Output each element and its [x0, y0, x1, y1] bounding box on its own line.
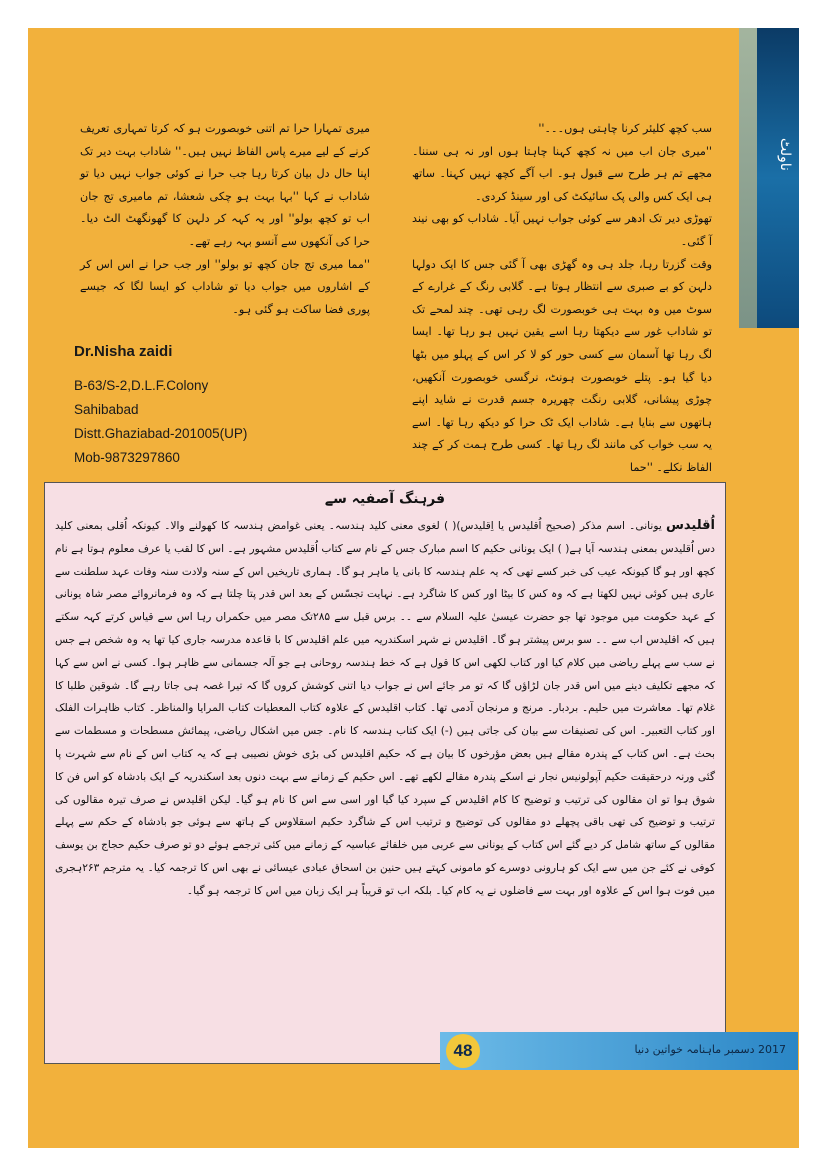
page-number-badge: 48 [446, 1034, 480, 1068]
corner-swoosh-decoration [739, 28, 757, 328]
glossary-body [55, 515, 715, 903]
story-paragraph: میری تمہارا حرا تم اتنی خوبصورت ہو کہ کرتا تمہاری تعریف کرنے کے لیے میرے پاس الفاظ نہیں ہیں۔'' شاداب بہت دیر تک اپنا حال دل بیان کرتا رہا جب حرا نے کوئی جواب نہیں دیا تو شاداب نے کہا ''بہا بہت ہو چکی شعشا، تم مامیری تج جان اب تو کچھ بولو'' اور یہ کہہ کر دلہن کا گھونگھٹ الٹ دیا۔ حرا کی آنکھوں سے آنسو بہہ رہے تھے۔ [80, 122, 370, 248]
story-paragraph: ''مما میری تج جان کچھ تو بولو'' اور جب حرا نے اس اس کر کے اشاروں میں جواب دیا تو شاداب کو ایسا لگا کہ جیسے پوری فضا ساکت ہو گئی ہو۔ [80, 257, 370, 316]
story-paragraph: ''میری جان اب میں نہ کچھ کہنا چاہتا ہوں اور نہ ہی سننا۔ مجھے تم ہر طرح سے قبول ہو۔ اب آگے کچھ نہیں کہنا۔ ساتھ ہی ایک کس والی پک سائیکٹ کی اور سینڈ کردی۔ [412, 144, 712, 203]
glossary-term: اُقلیدس [665, 518, 715, 533]
glossary-title: فرہنگ آصفیہ سے [324, 491, 446, 507]
section-ribbon [757, 28, 799, 328]
address-line: Sahibabad [74, 402, 139, 417]
story-column-left [80, 118, 370, 321]
glossary-box [44, 482, 726, 1064]
glossary-definition: یونانی۔ اسم مذکر (صحیح اُقلیدس یا اِقلیدس)( ) لغوی معنی کلید ہندسہ۔ یعنی غوامض ہندسہ کا کھولنے والا۔ کیونکہ اُقلی بمعنی کلید دس اُقلیدس بمعنی ہندسہ آیا ہے( ) ایک یونانی حکیم کا اسم مبارک جس کے نام سے کتاب اُقلیدس مشہور ہے۔ اس کا لقب یا عرف معلوم ہوتا ہے نام کچھ اور ہو گا کیونکہ عیب کی خبر کسے تھی کہ یہ علم ہندسہ کا بانی یا ماہر ہو گا۔ ہماری تاریخیں اس کے سنہ ولادت سنہ وفات عہد سلطنت سے عاری ہیں کوئی نہیں لکھتا ہے کہ وہ کس کا بیٹا اور کس کا شاگرد ہے۔ نہایت تجسّس کے بعد اس قدر پتا چلتا ہے کہ وہ فرمانروائے مصر شاہ یونانی کے عہد حکومت میں موجود تھا جو حضرت عیسیٰ علیہ السلام سے ۔۔ برس قبل سے ۲۸۵تک مصر میں حکمراں رہا اس سے قیاس کرتے کہہ سکتے ہیں کہ اقلیدس اب سے ۔۔ سو برس پیشتر ہو گا۔ اقلیدس نے شہر اسکندریہ میں علم اقلیدس کا با قاعدہ مدرسہ جاری کیا تھا یہ وہ شخص ہے جس نے سب سے پہلے ریاضی میں کلام کیا اور کتاب لکھی اس کا قول ہے کہ خط ہندسہ روحانی ہے جو آلہ جسمانی سے ظاہر ہوا۔ کسی نے اس سے کہا کہ مجھے تکلیف دینے میں اس قدر جان لڑاؤں گا کہ تو مر جائے اس نے جواب دیا اتنی کوشش کروں گا کہ تیرا غصہ ہی جاتا رہے گا۔ شوقین طلبا کا غلام تھا۔ معاشرت میں حلیم۔ بردبار۔ مرنج و مرنجان آدمی تھا۔ کتاب اقلیدس کے علاوہ کتاب المعطیات کتاب المرایا والمناظر۔ کتاب ظاہرات الفلک اور کتاب التعبیر۔ اس کی تصنیفات سے بیان کی جاتی ہیں (-) ایک کتاب ہندسہ کا نام۔ جس میں اشکال ریاضی، پیمائش مسطحات و مسطمات سے بحث ہے۔ اس کتاب کے پندرہ مقالے ہیں بعض مؤرخوں کا بیان ہے کہ حکیم اقلیدس کی بڑی خوش نصیبی ہے کہ یہ کتاب اس کے نام سے شہرت پا گئی ورنہ درحقیقت حکیم آپولونیس نجار نے اسکے پندرہ مقالے لکھے تھے۔ اس حکیم کے زمانے سے بہت دنوں بعد اسکندریہ کے ایک بادشاہ کو اس فن کا شوق ہوا تو ان مقالوں کی ترتیب و توضیح کا کام اقلیدس کے سپرد کیا گیا اور اسی سے اس کا نام ہو گیا۔ لیکن اقلیدس نے صرف تیرہ مقالوں کی ترتیب و توضیح کی تھی باقی پچھلے دو مقالوں کی توضیح و ترتیب اس کے شاگرد حکیم اسقلاوس کے ہاتھ سے ہوئی جو بادشاہ کے حکم سے پہلے مقالوں کے ساتھ شامل کر دیے گئے اس کتاب کے یونانی سے عربی میں خلفائے عباسیہ کے زمانے میں کئی ترجمے ہوئے دو تو صرف حکیم حجاج بن یوسف کوفی نے کئے جن میں سے ایک کو ہارونی دوسرے کو مامونی کہتے ہیں حنین بن اسحاق عبادی عیسائی نے بھی اس کا ترجمہ کیا۔ یہ مترجم ۲۶۳ہجری میں فوت ہوا اس کے علاوہ اور بہت سے فاضلوں نے یہ کام کیا۔ بلکہ اب تو قریباً ہر ایک زبان میں اس کا ترجمہ ہو گیا۔ [55, 520, 716, 897]
author-address-block [74, 340, 374, 470]
story-paragraph: وقت گزرتا رہا، جلد ہی وہ گھڑی بھی آ گئی جس کا ایک دولہا دلہن کو بے صبری سے انتظار ہوتا ہے۔ گلابی رنگ کے غرارے کے سوٹ میں وہ بہت ہی خوبصورت لگ رہی تھی۔ چند لمحے تک تو شاداب غور سے دیکھتا رہا اسے یقین نہیں ہو رہا تھا۔ ایسا لگ رہا تھا آسمان سے کسی حور کو لا کر اس کے پہلو میں بٹھا دیا گیا ہو۔ پتلے خوبصورت ہونٹ، نرگسی خوبصورت آنکھیں، چوڑی پیشانی، گلابی رنگت چھریرہ جسم قدرت نے شاید اپنے ہاتھوں سے بنایا ہے۔ شاداب ایک ٹک حرا کو دیکھ رہا تھا۔ اسے یہ سب خواب کی مانند لگ رہا تھا۔ کسی طرح ہمت کر کے چند الفاظ نکلے۔ ''حما [412, 257, 712, 474]
phone-number: Mob-9873297860 [74, 450, 180, 465]
address-line: Distt.Ghaziabad-201005(UP) [74, 426, 248, 441]
author-name: Dr.Nisha zaidi [74, 343, 173, 360]
footer-band [440, 1032, 798, 1070]
address-line: B-63/S-2,D.L.F.Colony [74, 378, 209, 393]
story-paragraph: سب کچھ کلیئر کرنا چاہتی ہوں۔۔۔'' [538, 122, 712, 135]
footer-magazine-info: 2017 دسمبر ماہنامہ خواتین دنیا [634, 1043, 786, 1056]
story-paragraph: تھوڑی دیر تک ادھر سے کوئی جواب نہیں آیا۔ شاداب کو بھی نیند آ گئی۔ [412, 212, 712, 248]
section-label: ناولٹ [777, 138, 793, 171]
story-column-right [412, 118, 712, 480]
